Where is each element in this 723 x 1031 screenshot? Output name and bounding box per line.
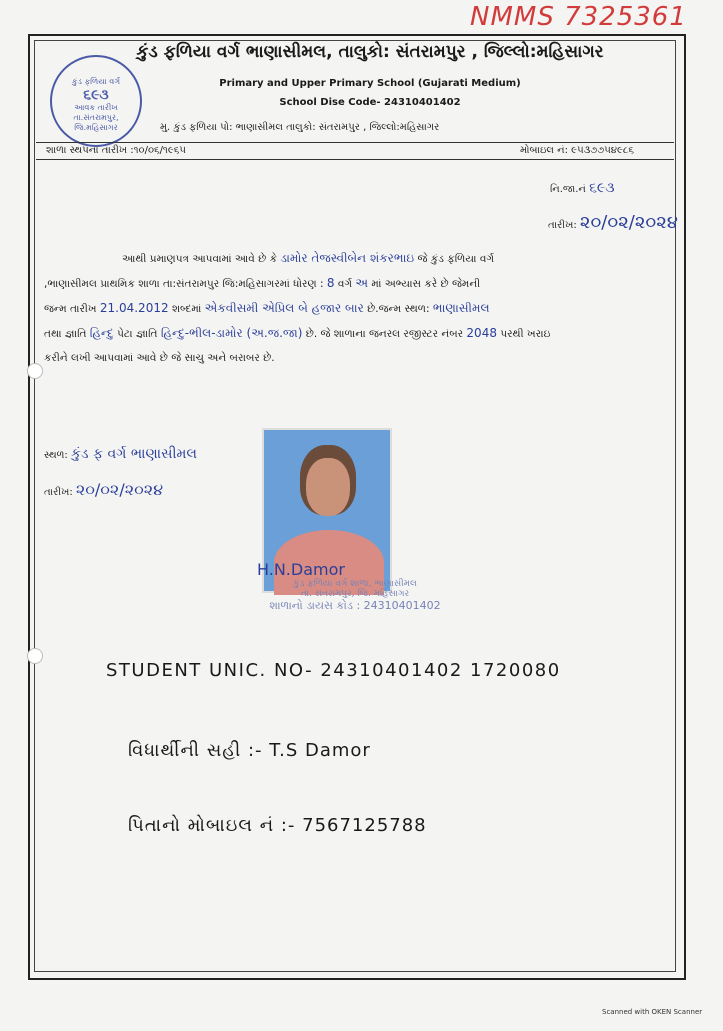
- body-text-segment: ,ભાણાસીમલ પ્રાથમિક શાળા તા:સંતરામપુર જિ:મહિસાગરમાં ધોરણ :: [44, 278, 324, 290]
- stamp-bottom-text: તા.સંતરામપુર, જિ.મહિસાગર: [73, 112, 119, 132]
- reference-value: ૬૯૩: [589, 180, 615, 196]
- place-date-label: તારીખ:: [44, 487, 73, 498]
- scanner-watermark: Scanned with OKEN Scanner: [602, 1008, 703, 1016]
- body-line-5: કરીને લખી આપવામાં આવે છે જે સાચુ અને બરાબર છે.: [44, 352, 275, 364]
- top-handwritten-note: NMMS 7325361: [470, 2, 687, 32]
- punch-hole: [27, 648, 43, 664]
- student-unique-number: STUDENT UNIC. NO- 24310401402 1720080: [106, 660, 561, 681]
- school-address: મુ. કુંડ ફળિયા પો: ભાણાસીમલ તાલુકો: સંતરામપુર , જિલ્લો:મહિસાગર: [160, 122, 440, 133]
- body-text-segment: છે.જન્મ સ્થળ:: [367, 303, 430, 315]
- body-line-3: [44, 296, 669, 321]
- body-line-4: [44, 321, 669, 346]
- place-date-field: [44, 480, 163, 500]
- body-text-segment: વર્ગ: [337, 278, 353, 290]
- body-text-segment: છે. જે શાળાના જનરલ રજીસ્ટર નંબર: [305, 328, 464, 340]
- body-text-segment: જન્મ તારીખ: [44, 303, 97, 315]
- body-line-1: [44, 246, 669, 271]
- reference-number: [550, 180, 615, 196]
- seal-line-2: તા. સંતરામપુર, જિ. મહિસાગર: [300, 589, 410, 599]
- general-register-number: 2048: [466, 326, 497, 340]
- place-field: [44, 446, 197, 462]
- place-date-value: ૨૦/૦૨/૨૦૨૪: [75, 480, 164, 499]
- birth-place: ભાણાસીમલ: [432, 301, 490, 315]
- certificate-body: [44, 246, 669, 370]
- seal-line-1: કુંડ ફળિયા વર્ગ શાળા, ભાણાસીમલ: [293, 579, 417, 589]
- stamp-top-text: કુંડ ફળિયા વર્ગ: [71, 77, 121, 86]
- place-label: સ્થળ:: [44, 450, 68, 461]
- standard-value: 8: [326, 276, 335, 290]
- punch-hole: [27, 363, 43, 379]
- caste-value: હિન્દુ: [89, 326, 114, 340]
- body-text-segment: માં અભ્યાસ કરે છે જેમની: [371, 278, 481, 290]
- photo-face: [306, 458, 350, 516]
- school-name: Primary and Upper Primary School (Gujarati Medium): [219, 78, 521, 89]
- place-value: કુંડ ફ વર્ગ ભાણાસીમલ: [70, 446, 197, 462]
- body-text-segment: જે કુંડ ફળિયા વર્ગ: [417, 253, 495, 265]
- body-text-segment: તથા જ્ઞાતિ: [44, 328, 87, 340]
- date-value: ૨૦/૦૨/૨૦૨૪: [579, 212, 678, 233]
- established-date: શાળા સ્થપના તારીખ :૧૦/૦૬/૧૯૬૫: [46, 145, 186, 156]
- school-dise-code: School Dise Code- 24310401402: [279, 97, 461, 108]
- stamp-mid-text: આવક તારીખ: [74, 103, 118, 113]
- father-mobile-line: પિતાનો મોબાઇલ નં :- 7567125788: [128, 815, 427, 836]
- reference-label: નિ.જા.નં: [550, 184, 586, 195]
- principal-seal: [245, 560, 465, 625]
- subcaste-value: હિન્દુ-ભીલ-ડામોર (અ.જ.જા): [160, 326, 303, 340]
- school-mobile: મોબાઇલ નં: ૯૫૩૭૭૫૪૯૮૬: [519, 145, 634, 156]
- body-text-segment: પરથી ખરાઇ: [500, 328, 551, 340]
- body-text-segment: આથી પ્રમાણપત્ર આપવામાં આવે છે કે: [122, 253, 278, 265]
- division-value: અ: [355, 276, 369, 290]
- student-signature-line: વિધાર્થીની સહી :- T.S Damor: [128, 740, 371, 761]
- header-info-bar: [36, 142, 674, 160]
- principal-signature: H.N.Damor: [257, 560, 345, 579]
- body-line-2: [44, 271, 669, 296]
- date-label: તારીખ:: [548, 220, 577, 231]
- stamp-number: ૬૯૩: [83, 86, 109, 103]
- school-title: કુંડ ફળિયા વર્ગ ભાણાસીમલ, તાલુકો: સંતરામપુર , જિલ્લો:મહિસાગર: [136, 42, 604, 62]
- body-text-segment: શબ્દમાં: [171, 303, 202, 315]
- seal-dise-code: શાળાનો ડાયસ કોડ : 24310401402: [269, 599, 441, 612]
- certificate-date: [548, 212, 678, 233]
- body-text-segment: પેટા જ્ઞાતિ: [117, 328, 158, 340]
- date-of-birth: 21.04.2012: [99, 301, 169, 315]
- student-name: ડામોર તેજસ્વીબેન શંકરભાઇ: [280, 251, 415, 265]
- dob-in-words: એકવીસમી એપ્રિલ બે હજાર બાર: [204, 301, 364, 315]
